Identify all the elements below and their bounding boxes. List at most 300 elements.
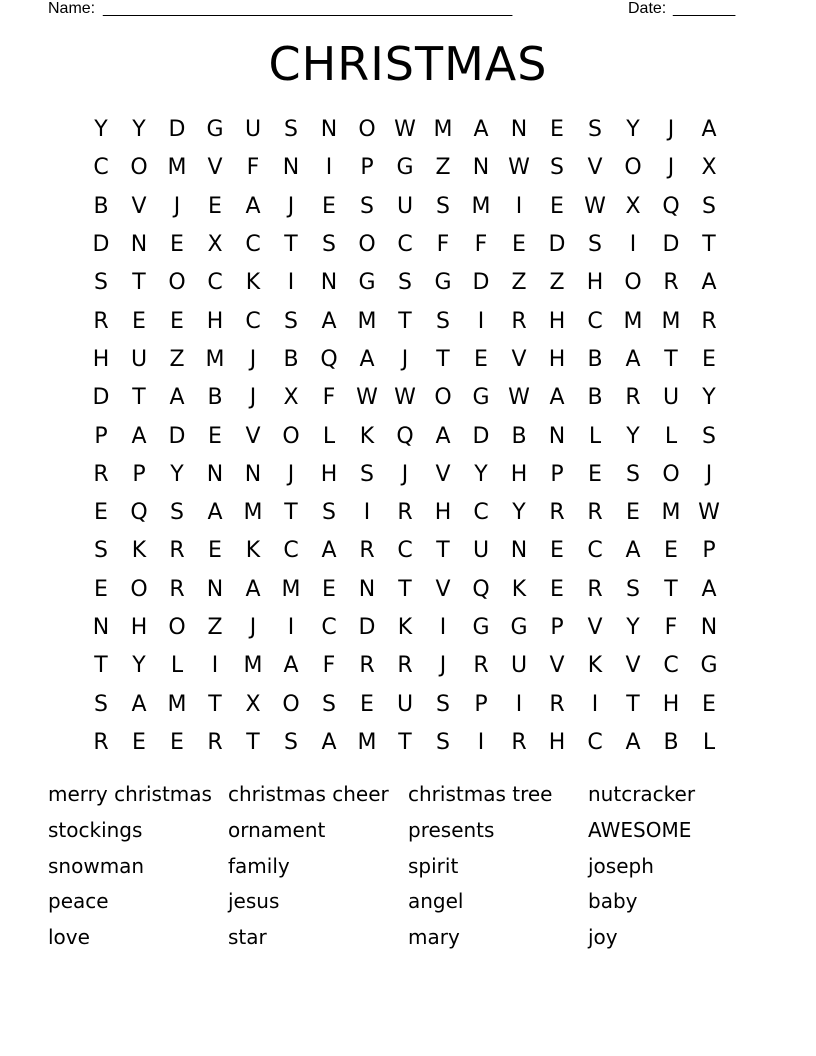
grid-letter[interactable]: Q xyxy=(130,500,148,526)
grid-letter[interactable]: S xyxy=(360,193,374,219)
grid-letter[interactable]: J xyxy=(667,117,675,143)
grid-letter[interactable]: X xyxy=(625,193,641,219)
grid-letter[interactable]: S xyxy=(170,500,184,526)
grid-letter[interactable]: G xyxy=(434,270,452,296)
grid-letter[interactable]: I xyxy=(477,729,485,755)
grid-letter[interactable]: U xyxy=(510,653,528,679)
grid-letter[interactable]: R xyxy=(549,500,565,526)
grid-letter[interactable]: N xyxy=(92,615,110,640)
grid-row xyxy=(82,111,728,149)
grid-letter[interactable]: R xyxy=(169,538,185,564)
grid-letter[interactable]: R xyxy=(397,500,413,526)
grid-letter[interactable]: R xyxy=(93,308,109,334)
grid-letter[interactable]: P xyxy=(702,538,716,564)
grid-letter[interactable]: E xyxy=(588,461,602,487)
grid-letter[interactable]: I xyxy=(439,615,447,640)
grid-letter[interactable]: S xyxy=(322,691,336,717)
grid-letter[interactable]: T xyxy=(664,576,678,602)
grid-letter[interactable]: T xyxy=(246,729,260,755)
grid-letter[interactable]: F xyxy=(664,615,678,640)
grid-letter[interactable]: T xyxy=(436,538,450,564)
grid-letter[interactable]: T xyxy=(626,691,640,717)
grid-row xyxy=(82,188,728,226)
grid-letter[interactable]: O xyxy=(624,270,642,296)
word-list-item: star xyxy=(228,925,267,950)
grid-letter[interactable]: R xyxy=(511,308,527,334)
grid-letter[interactable]: A xyxy=(435,423,451,449)
grid-letter[interactable]: R xyxy=(511,729,527,755)
grid-letter[interactable]: G xyxy=(358,270,376,296)
grid-letter[interactable]: M xyxy=(167,155,187,181)
grid-letter[interactable]: E xyxy=(664,538,678,564)
grid-letter[interactable]: K xyxy=(511,576,527,602)
grid-letter[interactable]: N xyxy=(206,576,224,602)
grid-letter[interactable]: H xyxy=(548,346,566,372)
grid-letter[interactable]: I xyxy=(477,308,485,334)
grid-letter[interactable]: D xyxy=(472,423,490,449)
grid-letter[interactable]: A xyxy=(321,308,337,334)
grid-letter[interactable]: E xyxy=(208,423,222,449)
grid-letter[interactable]: Z xyxy=(207,615,223,640)
grid-letter[interactable]: V xyxy=(549,653,565,679)
grid-letter[interactable]: W xyxy=(394,117,416,143)
grid-letter[interactable]: V xyxy=(587,615,603,640)
grid-letter[interactable]: S xyxy=(284,117,298,143)
grid-letter[interactable]: J xyxy=(249,385,257,411)
grid-letter[interactable]: A xyxy=(549,385,565,411)
grid-letter[interactable]: D xyxy=(92,232,110,258)
grid-letter[interactable]: L xyxy=(588,423,602,449)
grid-letter[interactable]: U xyxy=(130,346,148,372)
grid-letter[interactable]: V xyxy=(207,155,223,181)
grid-letter[interactable]: T xyxy=(398,729,412,755)
grid-letter[interactable]: E xyxy=(170,308,184,334)
grid-letter[interactable]: R xyxy=(359,653,375,679)
grid-letter[interactable]: U xyxy=(396,193,414,219)
grid-letter[interactable]: H xyxy=(548,729,566,755)
grid-letter[interactable]: A xyxy=(701,270,717,296)
grid-letter[interactable]: Y xyxy=(474,461,488,487)
grid-letter[interactable]: R xyxy=(549,691,565,717)
grid-letter[interactable]: V xyxy=(435,461,451,487)
grid-letter[interactable]: G xyxy=(700,653,718,679)
grid-letter[interactable]: O xyxy=(282,691,300,717)
grid-letter[interactable]: C xyxy=(245,232,261,258)
grid-letter[interactable]: S xyxy=(284,729,298,755)
grid-letter[interactable]: B xyxy=(207,385,223,411)
grid-letter[interactable]: R xyxy=(93,461,109,487)
grid-row xyxy=(82,264,728,302)
grid-letter[interactable]: A xyxy=(283,653,299,679)
grid-letter[interactable]: R xyxy=(397,653,413,679)
grid-letter[interactable]: P xyxy=(132,461,146,487)
grid-letter[interactable]: Z xyxy=(435,155,451,181)
grid-letter[interactable]: I xyxy=(515,691,523,717)
grid-letter[interactable]: Y xyxy=(170,461,184,487)
grid-letter[interactable]: L xyxy=(702,729,716,755)
grid-letter[interactable]: A xyxy=(701,117,717,143)
grid-letter[interactable]: C xyxy=(397,538,413,564)
grid-letter[interactable]: E xyxy=(702,346,716,372)
grid-letter[interactable]: H xyxy=(662,691,680,717)
grid-letter[interactable]: I xyxy=(287,270,295,296)
grid-letter[interactable]: S xyxy=(702,423,716,449)
grid-letter[interactable]: O xyxy=(358,232,376,258)
grid-letter[interactable]: T xyxy=(94,653,108,679)
grid-letter[interactable]: P xyxy=(94,423,108,449)
grid-letter[interactable]: A xyxy=(625,538,641,564)
grid-letter[interactable]: X xyxy=(701,155,717,181)
grid-letter[interactable]: A xyxy=(359,346,375,372)
grid-letter[interactable]: M xyxy=(167,691,187,717)
grid-letter[interactable]: A xyxy=(625,346,641,372)
grid-letter[interactable]: A xyxy=(207,500,223,526)
grid-letter[interactable]: P xyxy=(474,691,488,717)
grid-letter[interactable]: G xyxy=(206,117,224,143)
grid-letter[interactable]: W xyxy=(508,385,530,411)
grid-letter[interactable]: I xyxy=(211,653,219,679)
grid-letter[interactable]: R xyxy=(587,576,603,602)
grid-letter[interactable]: I xyxy=(287,615,295,640)
grid-letter[interactable]: E xyxy=(360,691,374,717)
grid-letter[interactable]: N xyxy=(320,117,338,143)
grid-letter[interactable]: W xyxy=(698,500,720,526)
grid-letter[interactable]: H xyxy=(92,346,110,372)
grid-letter[interactable]: W xyxy=(508,155,530,181)
grid-letter[interactable]: F xyxy=(246,155,260,181)
page-title: CHRISTMAS xyxy=(268,37,548,91)
grid-letter[interactable]: X xyxy=(283,385,299,411)
grid-letter[interactable]: N xyxy=(472,155,490,181)
grid-letter[interactable]: G xyxy=(396,155,414,181)
grid-letter[interactable]: Z xyxy=(549,270,565,296)
grid-letter[interactable]: H xyxy=(320,461,338,487)
grid-letter[interactable]: A xyxy=(169,385,185,411)
grid-letter[interactable]: Y xyxy=(94,117,108,143)
grid-letter[interactable]: U xyxy=(244,117,262,143)
grid-letter[interactable]: P xyxy=(360,155,374,181)
grid-letter[interactable]: C xyxy=(321,615,337,640)
grid-letter[interactable]: J xyxy=(667,155,675,181)
grid-letter[interactable]: I xyxy=(363,500,371,526)
grid-letter[interactable]: S xyxy=(284,308,298,334)
name-blank-line[interactable]: ______________________________________________ xyxy=(103,0,513,17)
grid-letter[interactable]: H xyxy=(586,270,604,296)
grid-letter[interactable]: V xyxy=(511,346,527,372)
grid-letter[interactable]: O xyxy=(282,423,300,449)
grid-letter[interactable]: F xyxy=(474,232,488,258)
grid-letter[interactable]: T xyxy=(132,270,146,296)
grid-letter[interactable]: U xyxy=(472,538,490,564)
grid-letter[interactable]: K xyxy=(587,653,603,679)
grid-letter[interactable]: M xyxy=(661,500,681,526)
grid-letter[interactable]: E xyxy=(170,232,184,258)
word-list-item: christmas cheer xyxy=(228,782,389,806)
grid-letter[interactable]: Y xyxy=(626,117,640,143)
grid-letter[interactable]: N xyxy=(548,423,566,449)
grid-letter[interactable]: O xyxy=(168,615,186,640)
grid-letter[interactable]: Z xyxy=(511,270,527,296)
grid-letter[interactable]: S xyxy=(322,500,336,526)
grid-letter[interactable]: M xyxy=(661,308,681,334)
word-list-item: snowman xyxy=(48,853,145,878)
grid-letter[interactable]: Q xyxy=(396,423,414,449)
grid-letter[interactable]: M xyxy=(357,308,377,334)
grid-letter[interactable]: M xyxy=(243,500,263,526)
grid-letter[interactable]: E xyxy=(208,538,222,564)
grid-letter[interactable]: O xyxy=(130,155,148,181)
grid-letter[interactable]: A xyxy=(625,729,641,755)
grid-letter[interactable]: L xyxy=(170,653,184,679)
grid-letter[interactable]: V xyxy=(245,423,261,449)
grid-letter[interactable]: S xyxy=(94,691,108,717)
grid-letter[interactable]: Y xyxy=(626,423,640,449)
grid-letter[interactable]: C xyxy=(245,308,261,334)
grid-letter[interactable]: I xyxy=(515,193,523,219)
grid-letter[interactable]: E xyxy=(474,346,488,372)
grid-letter[interactable]: M xyxy=(281,576,301,602)
grid-letter[interactable]: E xyxy=(550,538,564,564)
grid-letter[interactable]: Q xyxy=(662,193,680,219)
grid-letter[interactable]: R xyxy=(473,653,489,679)
grid-letter[interactable]: J xyxy=(249,615,257,640)
grid-letter[interactable]: S xyxy=(626,576,640,602)
grid-letter[interactable]: M xyxy=(433,117,453,143)
grid-letter[interactable]: E xyxy=(550,117,564,143)
grid-letter[interactable]: V xyxy=(435,576,451,602)
grid-letter[interactable]: O xyxy=(130,576,148,602)
grid-letter[interactable]: S xyxy=(702,193,716,219)
grid-letter[interactable]: S xyxy=(436,691,450,717)
grid-letter[interactable]: G xyxy=(472,385,490,411)
grid-letter[interactable]: Q xyxy=(472,576,490,602)
grid-letter[interactable]: N xyxy=(244,461,262,487)
grid-letter[interactable]: A xyxy=(321,538,337,564)
grid-letter[interactable]: T xyxy=(132,385,146,411)
grid-letter[interactable]: S xyxy=(94,270,108,296)
grid-letter[interactable]: N xyxy=(700,615,718,640)
grid-letter[interactable]: F xyxy=(322,653,336,679)
grid-letter[interactable]: D xyxy=(472,270,490,296)
grid-letter[interactable]: M xyxy=(623,308,643,334)
grid-letter[interactable]: T xyxy=(284,232,298,258)
grid-letter[interactable]: S xyxy=(436,308,450,334)
grid-letter[interactable]: B xyxy=(587,385,603,411)
grid-letter[interactable]: H xyxy=(548,308,566,334)
grid-letter[interactable]: E xyxy=(702,691,716,717)
grid-letter[interactable]: I xyxy=(591,691,599,717)
grid-letter[interactable]: N xyxy=(282,155,300,181)
name-label: Name: xyxy=(48,0,96,17)
grid-letter[interactable]: T xyxy=(702,232,716,258)
grid-letter[interactable]: A xyxy=(131,423,147,449)
grid-letter[interactable]: T xyxy=(398,576,412,602)
grid-letter[interactable]: Q xyxy=(320,346,338,372)
grid-letter[interactable]: T xyxy=(208,691,222,717)
grid-letter[interactable]: E xyxy=(170,729,184,755)
grid-letter[interactable]: D xyxy=(92,385,110,411)
grid-letter[interactable]: C xyxy=(283,538,299,564)
grid-letter[interactable]: G xyxy=(510,615,528,640)
grid-letter[interactable]: D xyxy=(548,232,566,258)
grid-letter[interactable]: K xyxy=(359,423,375,449)
grid-letter[interactable]: T xyxy=(398,308,412,334)
grid-letter[interactable]: J xyxy=(439,653,447,679)
grid-letter[interactable]: N xyxy=(206,461,224,487)
grid-letter[interactable]: S xyxy=(588,117,602,143)
grid-letter[interactable]: E xyxy=(550,576,564,602)
grid-letter[interactable]: T xyxy=(436,346,450,372)
grid-letter[interactable]: K xyxy=(131,538,147,564)
grid-letter[interactable]: B xyxy=(587,346,603,372)
grid-letter[interactable]: A xyxy=(245,193,261,219)
grid-letter[interactable]: I xyxy=(629,232,637,258)
grid-letter[interactable]: H xyxy=(510,461,528,487)
word-list-item: joy xyxy=(588,925,618,950)
grid-letter[interactable]: Y xyxy=(132,117,146,143)
grid-letter[interactable]: S xyxy=(626,461,640,487)
grid-letter[interactable]: H xyxy=(130,615,148,640)
grid-letter[interactable]: N xyxy=(358,576,376,602)
grid-letter[interactable]: A xyxy=(245,576,261,602)
grid-letter[interactable]: S xyxy=(398,270,412,296)
grid-letter[interactable]: E xyxy=(550,193,564,219)
grid-letter[interactable]: S xyxy=(588,232,602,258)
grid-letter[interactable]: R xyxy=(625,385,641,411)
grid-letter[interactable]: K xyxy=(245,270,261,296)
grid-letter[interactable]: B xyxy=(663,729,679,755)
grid-letter[interactable]: T xyxy=(284,500,298,526)
grid-letter[interactable]: U xyxy=(396,691,414,717)
grid-letter[interactable]: P xyxy=(550,461,564,487)
grid-letter[interactable]: J xyxy=(173,193,181,219)
grid-letter[interactable]: L xyxy=(322,423,336,449)
grid-letter[interactable]: C xyxy=(587,538,603,564)
grid-letter[interactable]: O xyxy=(358,117,376,143)
grid-letter[interactable]: E xyxy=(132,308,146,334)
grid-letter[interactable]: N xyxy=(130,232,148,258)
grid-letter[interactable]: V xyxy=(587,155,603,181)
grid-letter[interactable]: R xyxy=(207,729,223,755)
grid-letter[interactable]: Z xyxy=(169,346,185,372)
grid-letter[interactable]: C xyxy=(93,155,109,181)
grid-letter[interactable]: F xyxy=(322,385,336,411)
grid-letter[interactable]: J xyxy=(401,346,409,372)
grid-letter[interactable]: N xyxy=(510,117,528,143)
grid-letter[interactable]: Y xyxy=(512,500,526,526)
grid-letter[interactable]: J xyxy=(287,461,295,487)
date-blank-line[interactable]: _______ xyxy=(673,0,736,17)
grid-letter[interactable]: R xyxy=(587,500,603,526)
grid-letter[interactable]: T xyxy=(664,346,678,372)
grid-letter[interactable]: O xyxy=(168,270,186,296)
grid-letter[interactable]: J xyxy=(401,461,409,487)
grid-letter[interactable]: A xyxy=(701,576,717,602)
grid-letter[interactable]: R xyxy=(359,538,375,564)
grid-letter[interactable]: V xyxy=(131,193,147,219)
grid-letter[interactable]: M xyxy=(243,653,263,679)
grid-letter[interactable]: A xyxy=(131,691,147,717)
grid-letter[interactable]: E xyxy=(512,232,526,258)
grid-letter[interactable]: X xyxy=(207,232,223,258)
grid-letter[interactable]: C xyxy=(587,729,603,755)
grid-letter[interactable]: W xyxy=(584,193,606,219)
grid-letter[interactable]: N xyxy=(320,270,338,296)
grid-letter[interactable]: S xyxy=(436,729,450,755)
grid-letter[interactable]: S xyxy=(322,232,336,258)
grid-letter[interactable]: H xyxy=(206,308,224,334)
grid-letter[interactable]: S xyxy=(550,155,564,181)
grid-letter[interactable]: E xyxy=(94,500,108,526)
grid-letter[interactable]: R xyxy=(93,729,109,755)
grid-letter[interactable]: E xyxy=(322,193,336,219)
grid-letter[interactable]: O xyxy=(662,461,680,487)
grid-letter[interactable]: W xyxy=(394,385,416,411)
grid-letter[interactable]: G xyxy=(472,615,490,640)
grid-letter[interactable]: I xyxy=(325,155,333,181)
grid-letter[interactable]: F xyxy=(436,232,450,258)
grid-letter[interactable]: C xyxy=(587,308,603,334)
grid-letter[interactable]: X xyxy=(245,691,261,717)
grid-letter[interactable]: E xyxy=(94,576,108,602)
grid-letter[interactable]: A xyxy=(473,117,489,143)
grid-letter[interactable]: S xyxy=(360,461,374,487)
grid-letter[interactable]: P xyxy=(550,615,564,640)
grid-letter[interactable]: C xyxy=(473,500,489,526)
grid-letter[interactable]: D xyxy=(358,615,376,640)
grid-letter[interactable]: L xyxy=(664,423,678,449)
grid-letter[interactable]: R xyxy=(701,308,717,334)
grid-letter[interactable]: D xyxy=(168,423,186,449)
grid-letter[interactable]: H xyxy=(434,500,452,526)
grid-letter[interactable]: B xyxy=(511,423,527,449)
grid-letter[interactable]: O xyxy=(434,385,452,411)
grid-letter[interactable]: S xyxy=(436,193,450,219)
grid-letter[interactable]: E xyxy=(322,576,336,602)
grid-letter[interactable]: C xyxy=(663,653,679,679)
grid-letter[interactable]: Y xyxy=(626,615,640,640)
grid-letter[interactable]: U xyxy=(662,385,680,411)
grid-letter[interactable]: S xyxy=(94,538,108,564)
grid-letter[interactable]: N xyxy=(510,538,528,564)
grid-letter[interactable]: A xyxy=(321,729,337,755)
grid-letter[interactable]: E xyxy=(208,193,222,219)
grid-letter[interactable]: R xyxy=(663,270,679,296)
grid-letter[interactable]: C xyxy=(207,270,223,296)
grid-letter[interactable]: J xyxy=(249,346,257,372)
grid-letter[interactable]: O xyxy=(624,155,642,181)
grid-letter[interactable]: M xyxy=(471,193,491,219)
grid-letter[interactable]: J xyxy=(287,193,295,219)
grid-letter[interactable]: W xyxy=(356,385,378,411)
grid-letter[interactable]: K xyxy=(245,538,261,564)
grid-letter[interactable]: D xyxy=(662,232,680,258)
grid-letter[interactable]: M xyxy=(205,346,225,372)
grid-letter[interactable]: C xyxy=(397,232,413,258)
grid-letter[interactable]: V xyxy=(625,653,641,679)
grid-letter[interactable]: B xyxy=(283,346,299,372)
grid-letter[interactable]: K xyxy=(397,615,413,640)
grid-letter[interactable]: J xyxy=(705,461,713,487)
grid-letter[interactable]: D xyxy=(168,117,186,143)
grid-letter[interactable]: M xyxy=(357,729,377,755)
grid-letter[interactable]: E xyxy=(132,729,146,755)
grid-letter[interactable]: Y xyxy=(702,385,716,411)
grid-letter[interactable]: Y xyxy=(132,653,146,679)
grid-letter[interactable]: B xyxy=(93,193,109,219)
grid-letter[interactable]: E xyxy=(626,500,640,526)
grid-letter[interactable]: R xyxy=(169,576,185,602)
